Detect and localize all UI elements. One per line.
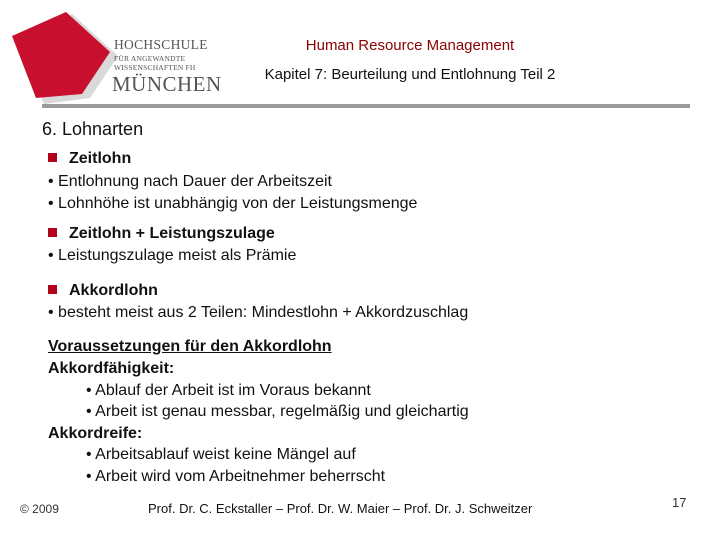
bullet-item: • Lohnhöhe ist unabhängig von der Leistungsmenge bbox=[48, 195, 418, 212]
bullet-item: • Leistungszulage meist als Prämie bbox=[48, 247, 297, 264]
footer-authors: Prof. Dr. C. Eckstaller – Prof. Dr. W. Maier – Prof. Dr. J. Schweitzer bbox=[148, 501, 533, 516]
bullet-akkordlohn bbox=[48, 282, 158, 300]
bullet-label: Zeitlohn + Leistungszulage bbox=[69, 225, 275, 242]
bullet-zeitlohn bbox=[48, 150, 131, 168]
bullet-zeitlohn-leistungszulage bbox=[48, 225, 275, 243]
requirements-heading: Voraussetzungen für den Akkordlohn bbox=[48, 338, 332, 355]
header-subtitle: Kapitel 7: Beurteilung und Entlohnung Teil 2 bbox=[264, 66, 556, 83]
square-bullet-icon bbox=[48, 153, 57, 162]
requirement-group-label: Akkordfähigkeit: bbox=[48, 360, 175, 377]
header-title: Human Resource Management bbox=[305, 37, 515, 54]
requirement-item: • Arbeit ist genau messbar, regelmäßig und gleichartig bbox=[86, 403, 469, 420]
slide-title: 6. Lohnarten bbox=[42, 119, 144, 139]
requirement-group-label: Akkordreife: bbox=[48, 425, 143, 442]
requirement-item: • Arbeit wird vom Arbeitnehmer beherrscht bbox=[86, 468, 386, 485]
page-number: 17 bbox=[672, 495, 687, 510]
square-bullet-icon bbox=[48, 228, 57, 237]
bullet-label: Akkordlohn bbox=[69, 282, 158, 299]
logo-line-2: FÜR ANGEWANDTE bbox=[114, 54, 186, 63]
requirement-item: • Ablauf der Arbeit ist im Voraus bekannt bbox=[86, 382, 371, 399]
bullet-item: • besteht meist aus 2 Teilen: Mindestlohn + Akkordzuschlag bbox=[48, 304, 469, 321]
logo-line-3: WISSENSCHAFTEN FH bbox=[114, 63, 196, 72]
header-divider bbox=[42, 104, 690, 108]
logo-line-4: MÜNCHEN bbox=[112, 72, 222, 96]
requirement-item: • Arbeitsablauf weist keine Mängel auf bbox=[86, 446, 356, 463]
square-bullet-icon bbox=[48, 285, 57, 294]
logo-line-1: HOCHSCHULE bbox=[114, 37, 208, 52]
footer-copyright: © 2009 bbox=[20, 502, 59, 516]
bullet-item: • Entlohnung nach Dauer der Arbeitszeit bbox=[48, 173, 332, 190]
bullet-label: Zeitlohn bbox=[69, 150, 132, 167]
